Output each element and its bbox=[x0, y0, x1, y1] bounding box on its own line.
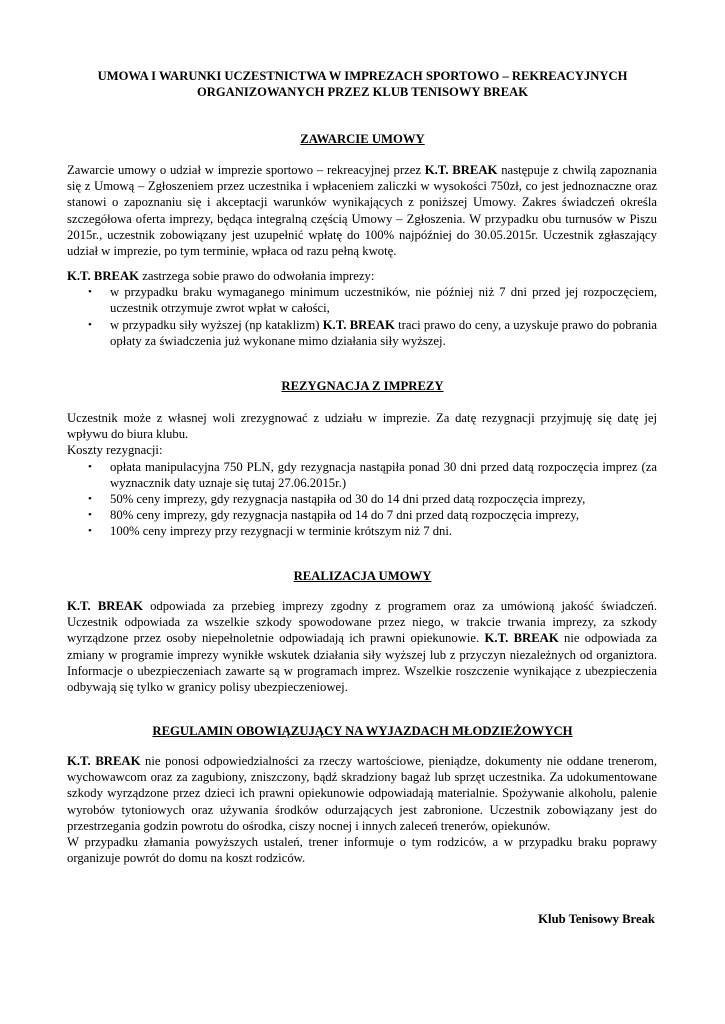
section-zawarcie-umowy bbox=[67, 162, 657, 259]
list-item: • w przypadku braku wymaganego minimum uczestników, nie później niż 7 dni przed jej rozpoczęciem, uczestnik otrzymuje zwrot wpłat w całości, bbox=[88, 285, 657, 316]
bullet-icon: • bbox=[88, 460, 92, 473]
signature: Klub Tenisowy Break bbox=[538, 912, 655, 926]
paragraph: W przypadku złamania powyższych ustaleń, trener informuje o tym rodziców, a w przypadku braku poprawy organizuje powrót do domu na koszt rodziców. bbox=[67, 835, 657, 866]
paragraph: Uczestnik może z własnej woli zrezygnować z udziału w imprezie. Za datę rezygnacji przyjmuję się datę jej wpływu do biura klubu. bbox=[67, 411, 657, 442]
list-item: • 50% ceny imprezy, gdy rezygnacja nastąpiła od 30 do 14 dni przed datą rozpoczęcia imprezy, bbox=[88, 492, 586, 507]
heading-realizacja-umowy: REALIZACJA UMOWY bbox=[293, 569, 432, 583]
bullet-list bbox=[67, 284, 657, 349]
list-item: • 100% ceny imprezy przy rezygnacji w terminie krótszym niż 7 dni. bbox=[88, 524, 453, 539]
paragraph: Koszty rezygnacji: bbox=[67, 443, 163, 458]
bullet-icon: • bbox=[88, 286, 92, 299]
list-item: • 80% ceny imprezy, gdy rezygnacja nastąpiła od 14 do 7 dni przed datą rozpoczęcia imprezy, bbox=[88, 508, 580, 523]
title-line-2: ORGANIZOWANYCH PRZEZ KLUB TENISOWY BREAK bbox=[197, 85, 528, 99]
bullet-list bbox=[67, 459, 657, 540]
bullet-icon: • bbox=[88, 493, 92, 506]
paragraph: K.T. BREAK nie ponosi odpowiedzialności za rzeczy wartościowe, pieniądze, dokumenty nie oddane trenerom, wychowawcom oraz za zagubiony, zniszczony, bądź skradziony bagaż lub sprzęt uczestnika. Za udokumentowane szkody wyrządzone przez dzieci ich prawni opiekunowie odpowiadają materialnie. Spożywanie alkoholu, palenie wyrobów tytoniowych oraz używania środków odurzających jest zabronione. Uczestnik zobowiązany jest do przestrzegania godzin powrotu do ośrodka, ciszy nocnej i innych zaleceń trenerów, opiekunów. bbox=[67, 754, 657, 833]
paragraph: K.T. BREAK odpowiada za przebieg imprezy zgodny z programem oraz za umówioną jakość świadczeń. Uczestnik odpowiada za wszelkie szkody spowodowane przez niego, w trakcie trwania imprezy, za szkody wyrządzone przez osoby niepełnoletnie odpowiadają ich prawni opiekunowie. K.T. BREAK nie odpowiada za zmiany w programie imprezy wynikłe wskutek działania siły wyższej lub z przyczyn niezależnych od organiztora. Informacje o ubezpieczeniach zawarte są w programach imprez. Wszelkie roszczenie wynikające z ubezpieczenia odbywają się tylko w granicy polisy ubezpieczeniowej. bbox=[67, 599, 658, 695]
section-realizacja-umowy bbox=[67, 598, 657, 695]
paragraph: Zawarcie umowy o udział w imprezie sportowo – rekreacyjnej przez K.T. BREAK następuje z chwilą zapoznania się z Umową – Zgłoszeniem przez uczestnika i wpłaceniem zaliczki w wysokości 750zł, co jest jednoznaczne oraz stanowi o zapoznaniu się i akceptacji warunków wynikających z poniższej Umowy. Zakres świadczeń określa szczegółowa oferta imprezy, będąca integralną częścią Umowy – Zgłoszenia. W przypadku obu turnusów w Piszu 2015r., uczestnik zobowiązany jest uzupełnić wpłatę do 100% najpóźniej do 30.05.2015r. Uczestnik zgłaszający udział w imprezie, po tym terminie, wpłaca od razu pełną kwotę. bbox=[67, 163, 658, 259]
heading-rezygnacja: REZYGNACJA Z IMPREZY bbox=[281, 379, 444, 393]
bullet-icon: • bbox=[88, 318, 92, 331]
paragraph: K.T. BREAK zastrzega sobie prawo do odwołania imprezy: bbox=[67, 269, 375, 283]
list-item: • w przypadku siły wyższej (np kataklizm) K.T. BREAK traci prawo do ceny, a uzyskuje prawo do pobrania opłaty za świadczenia już wykonane mimo działania siły wyższej. bbox=[88, 317, 657, 348]
bullet-icon: • bbox=[88, 509, 92, 522]
title-line-1: UMOWA I WARUNKI UCZESTNICTWA W IMPREZACH SPORTOWO – REKREACYJNYCH bbox=[97, 69, 628, 83]
section-regulamin bbox=[67, 753, 657, 866]
section-rezygnacja bbox=[67, 410, 657, 540]
document-title bbox=[60, 68, 665, 100]
heading-zawarcie-umowy: ZAWARCIE UMOWY bbox=[300, 132, 425, 146]
list-item: • opłata manipulacyjna 750 PLN, gdy rezygnacja nastąpiła ponad 30 dni przed datą rozpoczęcia imprez (za wyznacznik daty uznaje się tutaj 27.06.2015r.) bbox=[88, 459, 657, 490]
bullet-icon: • bbox=[88, 525, 92, 538]
heading-regulamin: REGULAMIN OBOWIĄZUJĄCY NA WYJAZDACH MŁODZIEŻOWYCH bbox=[152, 724, 573, 738]
section-zawarcie-odwolanie bbox=[67, 268, 657, 349]
